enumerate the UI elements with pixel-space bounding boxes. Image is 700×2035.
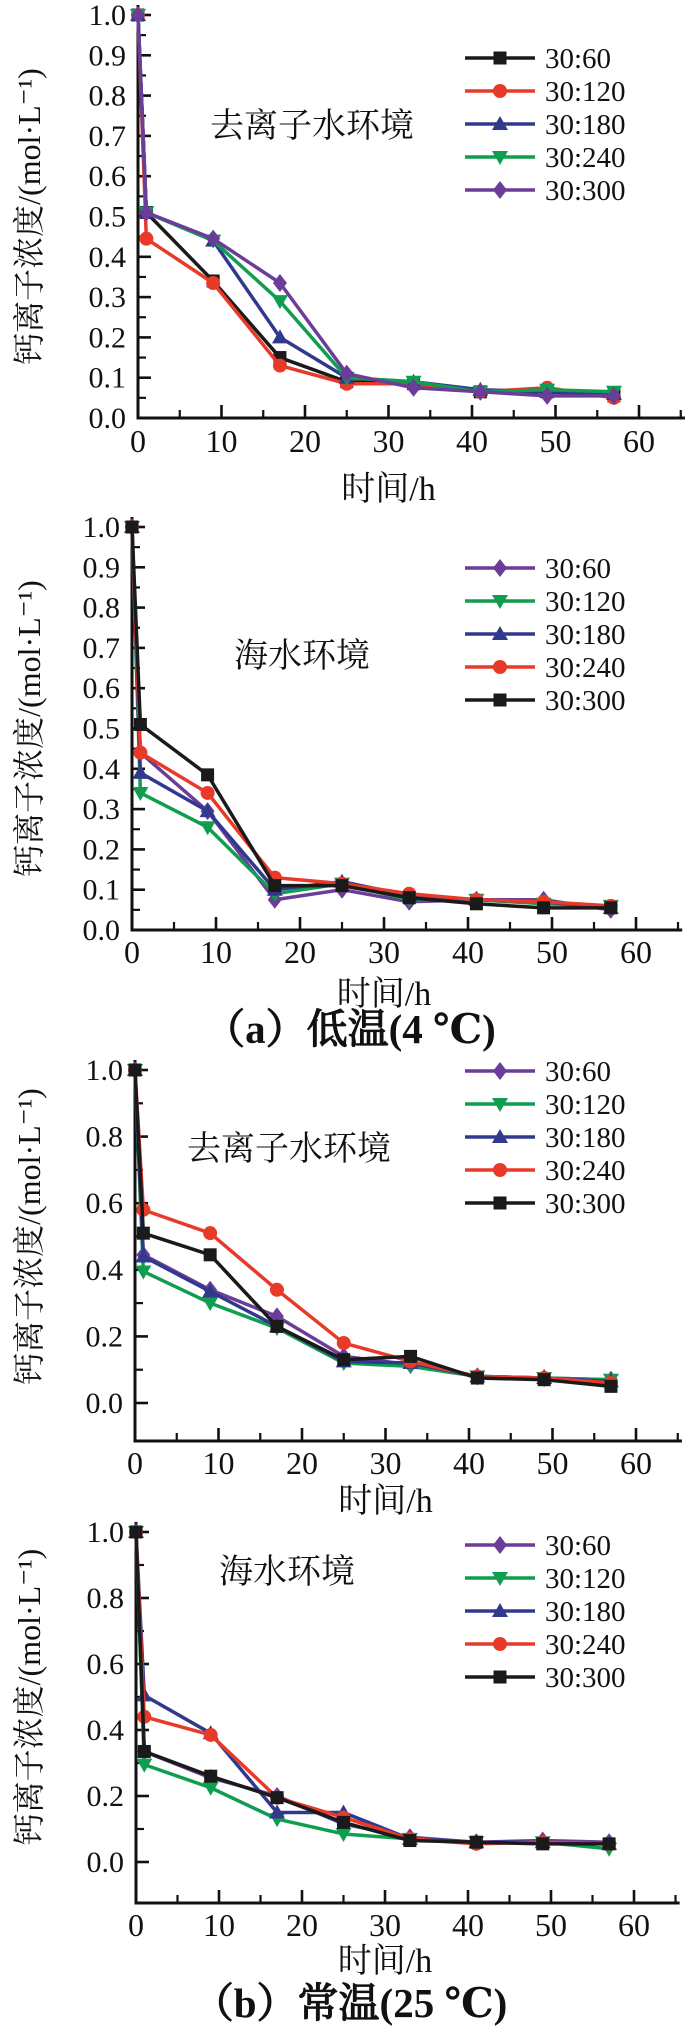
environment-annotation: 去离子水环境 xyxy=(187,1131,391,1168)
x-axis-title: 时间/h xyxy=(336,976,432,1010)
chart-a1-low-temp-deionized xyxy=(0,0,700,505)
y-tick-label: 0.8 xyxy=(85,1120,123,1154)
y-tick-label: 0.2 xyxy=(86,1780,124,1813)
legend-30:300-label: 30:300 xyxy=(545,1662,626,1694)
x-tick-label: 10 xyxy=(202,1445,235,1481)
series-30:300-marker xyxy=(134,718,147,731)
series-30:300-marker xyxy=(201,768,214,781)
legend-30:180-label: 30:180 xyxy=(545,1122,626,1154)
series-30:120-marker xyxy=(273,359,287,373)
series-30:240-marker xyxy=(337,1336,351,1350)
series-30:300-marker xyxy=(129,1064,142,1077)
x-tick-label: 20 xyxy=(286,1445,318,1481)
series-30:300-marker xyxy=(337,1353,350,1366)
x-tick-label: 0 xyxy=(124,934,140,970)
series-30:300-marker xyxy=(404,1350,417,1363)
series-30:300-marker xyxy=(537,901,550,914)
legend-30:240-label: 30:240 xyxy=(545,142,626,174)
series-30:240-line xyxy=(136,1530,612,1844)
x-axis-title: 时间/h xyxy=(341,471,436,505)
series-30:120-marker xyxy=(139,232,153,246)
legend-30:60-marker xyxy=(493,559,507,577)
series-30:240-marker xyxy=(270,1283,284,1297)
legend-30:300-marker xyxy=(494,1671,507,1684)
y-tick-label: 0.9 xyxy=(82,551,120,585)
x-axis-title: 时间/h xyxy=(338,1483,433,1520)
y-tick-label: 0.6 xyxy=(88,160,126,194)
series-30:180-line xyxy=(132,527,611,908)
legend-30:60-label: 30:60 xyxy=(545,1530,612,1562)
legend-30:120-label: 30:120 xyxy=(545,1563,626,1595)
series-30:60-line xyxy=(135,1070,611,1380)
series-30:300-marker xyxy=(603,1837,616,1850)
y-tick-label: 0.4 xyxy=(85,1253,123,1287)
y-tick-label: 0.8 xyxy=(82,591,120,625)
environment-annotation: 海水环境 xyxy=(234,638,370,675)
chart-b1-room-temp-deionized xyxy=(0,1050,700,1520)
environment-annotation: 去离子水环境 xyxy=(210,108,414,145)
y-tick-label: 0.2 xyxy=(82,833,120,867)
series-30:240-marker xyxy=(201,786,215,800)
series-30:240-line xyxy=(132,527,611,906)
series-30:300-marker xyxy=(337,1816,350,1829)
y-axis-title: 钙离子浓度/(mol·L⁻¹) xyxy=(11,580,47,877)
series-30:60-line xyxy=(132,527,611,910)
y-tick-label: 0.1 xyxy=(82,873,120,907)
legend-30:300-label: 30:300 xyxy=(545,175,626,207)
chart-a2-low-temp-seawater xyxy=(0,505,700,1010)
y-tick-label: 0.0 xyxy=(86,1846,124,1879)
legend-30:240-marker xyxy=(493,1163,507,1177)
series-30:300-marker xyxy=(604,1380,617,1393)
series-30:300-marker xyxy=(204,1248,217,1261)
y-tick-label: 0.3 xyxy=(82,793,120,827)
y-tick-label: 0.9 xyxy=(88,39,126,73)
legend-30:60-marker xyxy=(493,1062,507,1080)
y-tick-label: 1.0 xyxy=(88,0,126,32)
series-30:300-marker xyxy=(126,521,139,534)
x-axis-title: 时间/h xyxy=(337,1943,433,1980)
series-30:300-marker xyxy=(137,1227,150,1240)
x-tick-label: 10 xyxy=(203,1907,235,1943)
x-tick-label: 50 xyxy=(536,934,568,970)
x-tick-label: 60 xyxy=(623,423,655,459)
series-30:120-line xyxy=(135,1070,611,1380)
x-tick-label: 60 xyxy=(620,1445,652,1481)
legend-30:300-label: 30:300 xyxy=(545,685,626,717)
series-30:240-line xyxy=(138,15,614,392)
y-tick-label: 0.6 xyxy=(82,672,120,706)
y-tick-label: 0.5 xyxy=(82,712,120,746)
legend-30:120-label: 30:120 xyxy=(545,586,626,618)
series-30:300-marker xyxy=(470,1836,483,1849)
legend-30:180-label: 30:180 xyxy=(545,109,626,141)
y-tick-label: 0.4 xyxy=(88,240,126,274)
series-30:60-line xyxy=(136,1530,612,1842)
y-tick-label: 0.0 xyxy=(88,402,126,435)
series-30:300-marker xyxy=(336,879,349,892)
y-tick-label: 0.5 xyxy=(88,200,126,234)
x-tick-label: 30 xyxy=(369,1445,402,1481)
x-tick-label: 50 xyxy=(535,1907,567,1943)
legend-30:240-label: 30:240 xyxy=(545,1629,626,1661)
legend-30:300-marker xyxy=(494,694,507,707)
legend-30:240-label: 30:240 xyxy=(545,1155,626,1187)
y-tick-label: 0.0 xyxy=(85,1387,123,1420)
series-30:300-marker xyxy=(470,897,483,910)
x-tick-label: 40 xyxy=(452,934,484,970)
series-30:300-marker xyxy=(271,1791,284,1804)
x-tick-label: 10 xyxy=(205,423,238,459)
series-30:300-line xyxy=(132,527,611,908)
series-30:300-marker xyxy=(268,879,281,892)
legend-30:300-marker xyxy=(494,1197,507,1210)
y-tick-label: 0.1 xyxy=(88,361,126,395)
series-30:180-line xyxy=(138,15,614,394)
x-tick-label: 40 xyxy=(453,1445,485,1481)
legend-30:120-label: 30:120 xyxy=(545,76,626,108)
x-tick-label: 10 xyxy=(200,934,232,970)
y-tick-label: 0.8 xyxy=(88,79,126,113)
x-tick-label: 0 xyxy=(128,1907,144,1943)
y-tick-label: 0.7 xyxy=(82,631,120,665)
y-axis-title: 钙离子浓度/(mol·L⁻¹) xyxy=(11,1548,47,1846)
legend-30:300-label: 30:300 xyxy=(545,1188,626,1220)
series-30:180-line xyxy=(135,1070,611,1381)
legend-30:120-label: 30:120 xyxy=(545,1089,626,1121)
y-tick-label: 0.6 xyxy=(85,1187,123,1221)
chart-b2-room-temp-seawater xyxy=(0,1520,700,1980)
legend-30:180-label: 30:180 xyxy=(545,1596,626,1628)
caption-a: （a）低温(4 ℃) xyxy=(204,1006,496,1052)
x-tick-label: 40 xyxy=(452,1907,484,1943)
series-30:120-line xyxy=(138,15,614,398)
y-axis-title: 钙离子浓度/(mol·L⁻¹) xyxy=(11,1088,47,1385)
legend-30:60-label: 30:60 xyxy=(545,553,612,585)
y-tick-label: 1.0 xyxy=(85,1054,123,1087)
x-tick-label: 40 xyxy=(456,423,488,459)
series-30:300-marker xyxy=(604,901,617,914)
y-tick-label: 0.2 xyxy=(85,1320,123,1354)
x-tick-label: 50 xyxy=(536,1445,569,1481)
series-30:180-marker xyxy=(132,765,148,779)
series-30:60-line xyxy=(138,15,614,396)
series-30:240-marker xyxy=(204,1728,218,1742)
legend-30:300-marker xyxy=(493,181,507,199)
legend-30:60-marker xyxy=(494,52,507,65)
legend-30:240-marker xyxy=(493,1637,507,1651)
legend-30:240-label: 30:240 xyxy=(545,652,626,684)
series-30:300-line xyxy=(136,1530,612,1844)
y-tick-label: 0.3 xyxy=(88,281,126,315)
y-tick-label: 0.8 xyxy=(86,1582,124,1615)
y-tick-label: 0.7 xyxy=(88,119,126,153)
x-tick-label: 0 xyxy=(127,1445,143,1481)
x-tick-label: 30 xyxy=(369,1907,401,1943)
series-30:300-marker xyxy=(204,1770,217,1783)
series-30:300-marker xyxy=(538,1373,551,1386)
series-30:300-marker xyxy=(403,891,416,904)
caption-b: （b）常温(25 ℃) xyxy=(192,1980,508,2026)
x-tick-label: 60 xyxy=(620,934,652,970)
legend-30:240-marker xyxy=(493,660,507,674)
legend-30:120-marker xyxy=(493,84,507,98)
series-30:300-line xyxy=(138,15,614,396)
y-tick-label: 0.4 xyxy=(82,752,120,786)
legend-30:60-marker xyxy=(493,1536,507,1554)
series-30:300-marker xyxy=(536,1837,549,1850)
x-tick-label: 50 xyxy=(539,423,572,459)
series-30:300-marker xyxy=(270,1320,283,1333)
series-30:240-line xyxy=(135,1070,611,1383)
series-30:300-marker xyxy=(130,1526,143,1539)
environment-annotation: 海水环境 xyxy=(219,1554,355,1591)
series-30:120-line xyxy=(132,527,611,906)
series-30:120-marker xyxy=(206,276,220,290)
x-tick-label: 20 xyxy=(289,423,321,459)
series-30:240-marker xyxy=(133,746,147,760)
series-30:180-line xyxy=(136,1530,612,1844)
x-tick-label: 30 xyxy=(368,934,400,970)
series-30:300-marker xyxy=(138,1745,151,1758)
x-tick-label: 20 xyxy=(286,1907,318,1943)
series-30:240-marker xyxy=(203,1226,217,1240)
y-tick-label: 1.0 xyxy=(86,1520,124,1549)
y-tick-label: 0.4 xyxy=(86,1714,124,1747)
y-axis-title: 钙离子浓度/(mol·L⁻¹) xyxy=(11,68,47,365)
y-tick-label: 1.0 xyxy=(82,511,120,544)
y-tick-label: 0.6 xyxy=(86,1648,124,1681)
legend-30:180-label: 30:180 xyxy=(545,619,626,651)
series-30:300-marker xyxy=(403,1834,416,1847)
y-tick-label: 0.2 xyxy=(88,321,126,355)
legend-30:60-label: 30:60 xyxy=(545,43,612,75)
y-tick-label: 0.0 xyxy=(82,914,120,947)
series-30:300-marker xyxy=(471,1372,484,1385)
x-tick-label: 20 xyxy=(284,934,316,970)
x-tick-label: 60 xyxy=(618,1907,650,1943)
x-tick-label: 30 xyxy=(372,423,405,459)
legend-30:60-label: 30:60 xyxy=(545,1056,612,1088)
series-30:120-line xyxy=(136,1530,612,1849)
x-tick-label: 0 xyxy=(130,423,146,459)
